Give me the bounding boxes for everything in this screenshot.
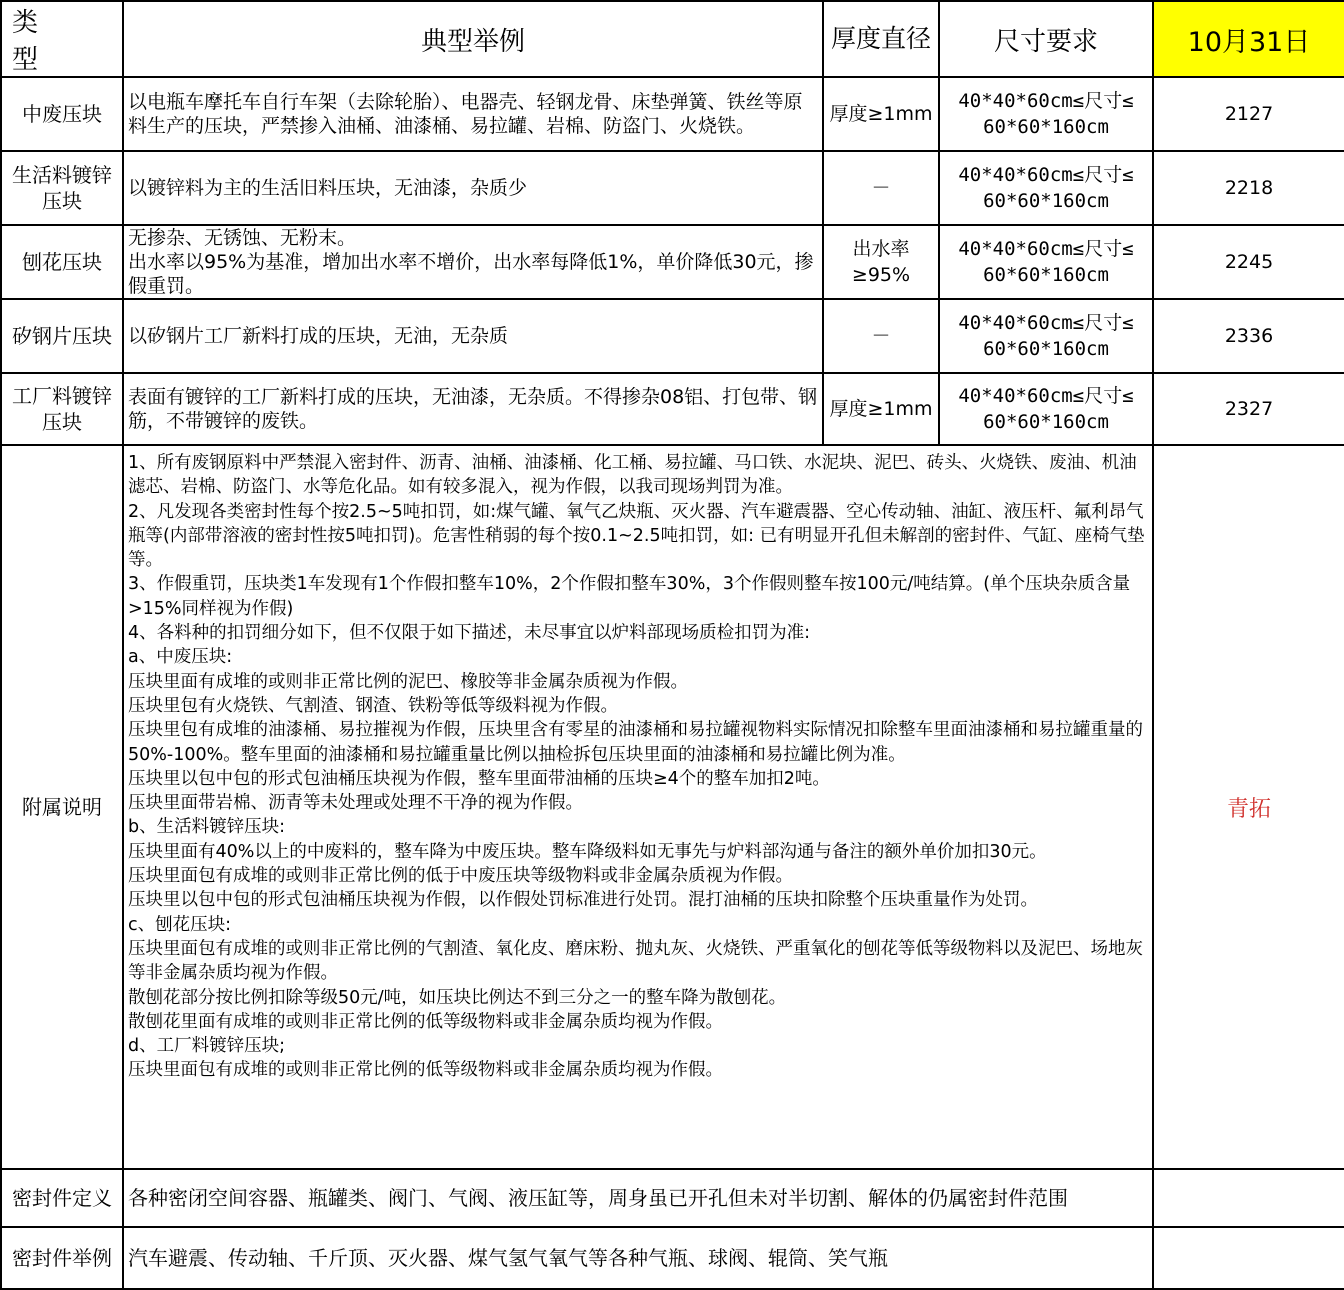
row-category: 工厂料镀锌压块 [1,373,123,445]
note-line: c、刨花压块: [128,914,232,935]
row-category: 刨花压块 [1,225,123,299]
note-line: d、工厂料镀锌压块; [128,1036,286,1057]
note-line: 压块里面包有成堆的或则非正常比例的低于中废压块等级物料或非金属杂质视为作假。 [128,866,793,887]
header-thickness: 厚度直径 [823,1,939,77]
note-line: 压块里面有成堆的或则非正常比例的泥巴、橡胶等非金属杂质视为作假。 [128,671,688,692]
header-row [1,1,1344,77]
empty-cell [1153,1169,1344,1227]
note-line: 压块里以包中包的形式包油桶压块视为作假，整车里面带油桶的压块≥4个的整车加扣2吨。 [128,768,830,789]
row-category: 矽钢片压块 [1,299,123,373]
seal-definition-row [1,1169,1344,1227]
note-line: b、生活料镀锌压块: [128,817,286,838]
seal-examples-text: 汽车避震、传动轴、千斤顶、灭火器、煤气氢气氧气等各种气瓶、球阀、辊筒、笑气瓶 [123,1227,1153,1289]
supplier-tag: 青拓 [1153,445,1344,1169]
notes-category: 附属说明 [1,445,123,1169]
note-line: 压块里面带岩棉、沥青等未处理或处理不干净的视为作假。 [128,793,583,814]
row-size: 40*40*60cm≤尺寸≤ 60*60*160cm [939,151,1153,225]
note-line: 4、各料种的扣罚细分如下，但不仅限于如下描述，未尽事宜以炉料部现场质检扣罚为准: [128,623,811,644]
header-type: 类型 [1,1,123,77]
row-size: 40*40*60cm≤尺寸≤ 60*60*160cm [939,373,1153,445]
note-line: 散刨花里面有成堆的或则非正常比例的低等级物料或非金属杂质均视为作假。 [128,1011,723,1032]
table-row [1,373,1344,445]
row-price: 2127 [1153,77,1344,151]
row-size: 40*40*60cm≤尺寸≤ 60*60*160cm [939,299,1153,373]
notes-row [1,445,1344,1169]
notes-content [123,445,1153,1169]
row-description: 无掺杂、无锈蚀、无粉末。 出水率以95%为基准，增加出水率不增价，出水率每降低1%，单价降低30元，掺假重罚。 [123,225,823,299]
note-line: 压块里面包有成堆的或则非正常比例的低等级物料或非金属杂质均视为作假。 [128,1060,723,1081]
row-size: 40*40*60cm≤尺寸≤ 60*60*160cm [939,77,1153,151]
row-size: 40*40*60cm≤尺寸≤ 60*60*160cm [939,225,1153,299]
table-row [1,225,1344,299]
note-line: 1、所有废钢原料中严禁混入密封件、沥青、油桶、油漆桶、化工桶、易拉罐、马口铁、水泥块、泥巴、砖头、火烧铁、废油、机油滤芯、岩棉、防盗门、水等危化品。如有较多混入，视为作假，以我司现场判罚为准。 [128,453,1137,498]
seal-definition-category: 密封件定义 [1,1169,123,1227]
row-description: 表面有镀锌的工厂新料打成的压块，无油漆，无杂质。不得掺杂08铝、打包带、钢筋，不带镀锌的废铁。 [123,373,823,445]
row-category: 中废压块 [1,77,123,151]
row-price: 2336 [1153,299,1344,373]
note-line: 压块里以包中包的形式包油桶压块视为作假，以作假处罚标准进行处罚。混打油桶的压块扣除整个压块重量作为处罚。 [128,890,1038,911]
row-thickness: 出水率≥95% [823,225,939,299]
row-thickness: － [823,299,939,373]
note-line: 散刨花部分按比例扣除等级50元/吨，如压块比例达不到三分之一的整车降为散刨花。 [128,987,787,1008]
seal-examples-category: 密封件举例 [1,1227,123,1289]
note-line: a、中废压块: [128,647,233,668]
note-line: 压块里面有40%以上的中废料的，整车降为中废压块。整车降级料如无事先与炉料部沟通与备注的额外单价加扣30元。 [128,841,1047,862]
row-category: 生活料镀锌压块 [1,151,123,225]
header-size: 尺寸要求 [939,1,1153,77]
note-line: 2、凡发现各类密封性每个按2.5~5吨扣罚，如:煤气罐、氧气乙炔瓶、灭火器、汽车避震器、空心传动轴、油缸、液压杆、氟利昂气瓶等(内部带溶液的密封性按5吨扣罚)。危害性稍弱的每个按0.1~2.5吨扣罚，如: 已有明显开孔但未解剖的密封件、气缸、座椅气垫等。 [128,501,1145,571]
row-price: 2327 [1153,373,1344,445]
table-row [1,151,1344,225]
row-thickness: － [823,151,939,225]
note-line: 压块里包有成堆的油漆桶、易拉摧视为作假，压块里含有零星的油漆桶和易拉罐视物料实际情况扣除整车里面油漆桶和易拉罐重量的50%-100%。整车里面的油漆桶和易拉罐重量比例以抽检拆包压块里面的油漆桶和易拉罐比例为准。 [128,720,1143,765]
row-price: 2218 [1153,151,1344,225]
header-example: 典型举例 [123,1,823,77]
row-price: 2245 [1153,225,1344,299]
table-row [1,299,1344,373]
note-line: 压块里面包有成堆的或则非正常比例的气割渣、氧化皮、磨床粉、抛丸灰、火烧铁、严重氧化的刨花等低等级物料以及泥巴、场地灰等非金属杂质均视为作假。 [128,938,1143,984]
header-date: 10月31日 [1153,1,1344,77]
row-thickness: 厚度≥1mm [823,77,939,151]
note-line: 压块里包有火烧铁、气割渣、钢渣、铁粉等低等级料视为作假。 [128,695,618,716]
row-description: 以电瓶车摩托车自行车架（去除轮胎）、电器壳、轻钢龙骨、床垫弹簧、铁丝等原料生产的压块，严禁掺入油桶、油漆桶、易拉罐、岩棉、防盗门、火烧铁。 [123,77,823,151]
note-line: 3、作假重罚，压块类1车发现有1个作假扣整车10%，2个作假扣整车30%，3个作假则整车按100元/吨结算。(单个压块杂质含量>15%同样视为作假) [128,574,1131,619]
table-row [1,77,1344,151]
seal-definition-text: 各种密闭空间容器、瓶罐类、阀门、气阀、液压缸等，周身虽已开孔但未对半切割、解体的仍属密封件范围 [123,1169,1153,1227]
row-description: 以镀锌料为主的生活旧料压块，无油漆，杂质少 [123,151,823,225]
row-description: 以矽钢片工厂新料打成的压块，无油，无杂质 [123,299,823,373]
row-thickness: 厚度≥1mm [823,373,939,445]
